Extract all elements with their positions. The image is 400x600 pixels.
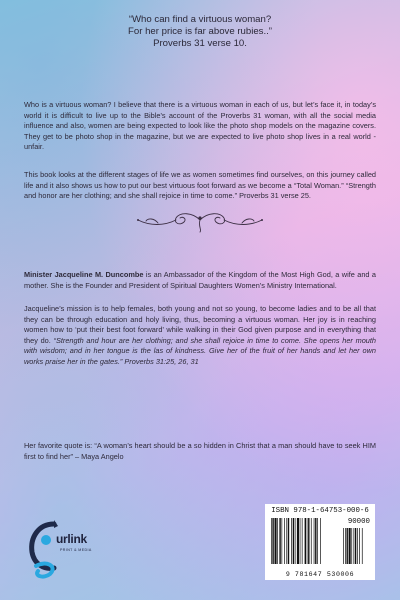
epigraph-citation: Proverbs 31 verse 10. (153, 38, 247, 49)
epigraph-line-2: For her price is far above rubies..” (128, 26, 272, 37)
intro-paragraph: Who is a virtuous woman? I believe that there is a virtuous woman in each of us, but let’s face it, in today’s world it is difficult to live up to the Bible’s account of the Proverbs 31 woman, with all the social media influence and also, women are being expected to look like the photo shop models on the magazine covers. They get to be photo shop in the magazine, but we are expected to live photo shop lives in a real world - unfair. (24, 100, 376, 151)
barcode-digits: 9 781647 530006 (285, 571, 355, 578)
epigraph-quote (0, 14, 400, 50)
author-bio: is an Ambassador of the Kingdom of the Most High God, a wife and a mother. She is the Founder and President of Spiritual Daughters Women’s Ministry International. (24, 270, 377, 290)
isbn-number: ISBN 978-1-64753-000-6 (271, 507, 369, 515)
flourish-divider-icon (128, 206, 272, 234)
epigraph-line-1: “Who can find a virtuous woman? (128, 14, 272, 25)
author-name: Minister Jacqueline M. Duncombe (24, 270, 144, 279)
book-description-paragraph: This book looks at the different stages of life we as women sometimes find ourselves, on this journey called life and it also shows us how to put our best virtuous foot forward as we become a “Total Woman.” “Strength and honor are her clothing; and she shall rejoice in time to come.” Proverbs 31 verse 25. (24, 170, 376, 200)
author-intro-paragraph (24, 270, 376, 291)
mission-scripture-quote: “Strength and hour are her clothing; and she shall rejoice in time to come. She opens her mouth with wisdom; and in her tongue is the las of kindness. Give her of the fruit of her hands and let her own works praise her in the gates.” Proverbs 31:25, 26, 31 (24, 335, 376, 366)
publisher-tagline: PRINT & MEDIA (60, 548, 92, 552)
isbn-barcode (265, 504, 375, 580)
mission-text: Jacqueline’s mission is to help females, both young and not so young, to become ladies and to be all that they can be through education and holy living, thus, becoming a virtuous woman. Her joy is in reaching women how to ‘put their best foot forward’ while walking in their God given purpose and in everything that they do. (24, 304, 376, 345)
mission-paragraph (24, 304, 376, 367)
favorite-quote-paragraph: Her favorite quote is: “A woman’s heart should be a so hidden in Christ that a man should have to seek HIM first to find her” – Maya Angelo (24, 441, 376, 461)
barcode-bars (271, 518, 371, 570)
price-addon-number: 90000 (347, 518, 370, 526)
publisher-name: urlink (56, 532, 87, 546)
